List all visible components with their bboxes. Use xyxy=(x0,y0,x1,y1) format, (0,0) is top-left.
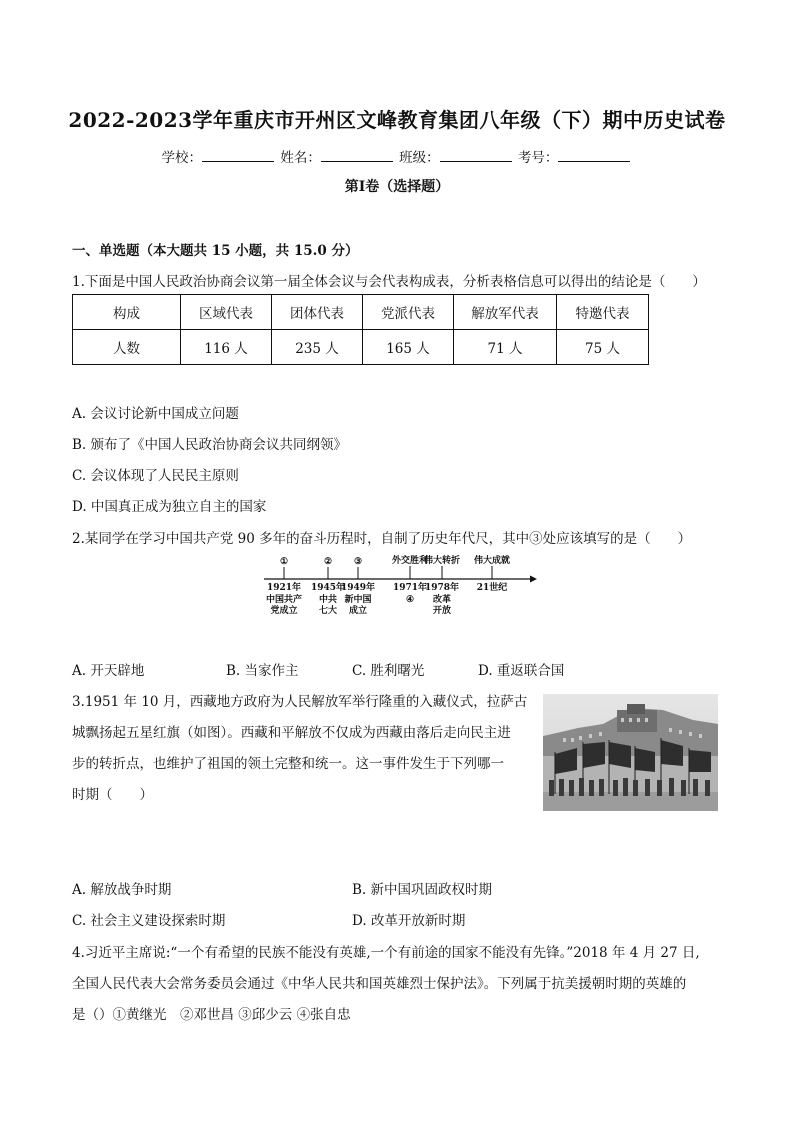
question-3-stem-line: 步的转折点，也维护了祖国的领土完整和统一。这一事件发生于下列哪一 xyxy=(72,756,504,772)
table-row xyxy=(73,330,649,365)
question-3-stem-line: 城飘扬起五星红旗（如图）。西藏和平解放不仅成为西藏由落后走向民主进 xyxy=(72,725,511,741)
school-blank[interactable] xyxy=(202,149,274,162)
student-info-line xyxy=(0,146,794,166)
timeline-event: 开放 xyxy=(432,606,452,616)
question-1-option-b[interactable]: B. 颁布了《中国人民政治协商会议共同纲领》 xyxy=(72,437,348,453)
exam-title: 2022-2023学年重庆市开州区文峰教育集团八年级（下）期中历史试卷 xyxy=(68,108,726,132)
question-1-option-d[interactable]: D. 中国真正成为独立自主的国家 xyxy=(72,499,267,515)
table-cell: 区域代表 xyxy=(181,295,272,330)
timeline-event: 中国共产 xyxy=(265,595,303,605)
timeline-year: 1945年 xyxy=(310,583,346,593)
timeline-year: 1978年 xyxy=(424,583,460,593)
class-label: 班级： xyxy=(399,150,440,166)
question-1-table xyxy=(72,294,649,365)
question-3-option-b[interactable]: B. 新中国巩固政权时期 xyxy=(352,882,493,898)
timeline-event: 改革 xyxy=(432,595,452,605)
table-cell: 人数 xyxy=(73,330,181,365)
question-4-stem-line: 是（）①黄继光 ②邓世昌 ③邱少云 ④张自忠 xyxy=(72,1007,351,1023)
question-3-stem-line: 时期（ ） xyxy=(72,787,153,803)
timeline-arrow xyxy=(530,576,537,583)
question-2-option-b[interactable]: B. 当家作主 xyxy=(226,663,299,679)
question-3-option-c[interactable]: C. 社会主义建设探索时期 xyxy=(72,913,226,929)
section-heading: 一、单选题（本大题共 15 小题，共 15.0 分） xyxy=(72,243,359,259)
table-cell: 团体代表 xyxy=(272,295,363,330)
question-2-option-a[interactable]: A. 开天辟地 xyxy=(72,663,145,679)
timeline-year: 21世纪 xyxy=(476,583,508,593)
school-label: 学校： xyxy=(161,150,203,166)
timeline-year: 1921年 xyxy=(266,583,302,593)
timeline-event: 党成立 xyxy=(270,606,298,616)
table-cell: 235 人 xyxy=(272,330,363,365)
table-cell: 75 人 xyxy=(557,330,649,365)
number-label: 考号： xyxy=(517,150,559,166)
question-3-option-a[interactable]: A. 解放战争时期 xyxy=(72,882,172,898)
class-blank[interactable] xyxy=(440,149,512,162)
question-1-stem: 1.下面是中国人民政治协商会议第一届全体会议与会代表构成表，分析表格信息可以得出的结论是（ ） xyxy=(72,274,706,290)
timeline-year: 1971年 xyxy=(392,583,428,593)
table-cell: 165 人 xyxy=(363,330,454,365)
timeline-top-label: ② xyxy=(323,557,333,567)
timeline-top-label: 伟大成就 xyxy=(473,556,511,566)
timeline-event: 成立 xyxy=(348,606,368,616)
question-1-option-a[interactable]: A. 会议讨论新中国成立问题 xyxy=(72,406,239,422)
timeline-year: 1949年 xyxy=(340,583,376,593)
table-cell: 71 人 xyxy=(454,330,557,365)
timeline-top-label: 伟大转折 xyxy=(423,556,461,566)
timeline-event: 七大 xyxy=(318,606,338,616)
lhasa-flag-photo xyxy=(543,694,718,811)
timeline-event: 中共 xyxy=(318,595,338,605)
question-4-stem-line: 4.习近平主席说:“一个有希望的民族不能没有英雄,一个有前途的国家不能没有先锋。”2018 年 4 月 27 日, xyxy=(72,945,700,961)
question-2-option-c[interactable]: C. 胜利曙光 xyxy=(352,663,425,679)
table-header-row xyxy=(73,295,649,330)
history-timeline xyxy=(262,552,537,622)
name-blank[interactable] xyxy=(321,149,393,162)
timeline-marks xyxy=(266,554,510,616)
timeline-top-label: 外交胜利 xyxy=(391,556,429,566)
timeline-event: ④ xyxy=(405,595,415,605)
question-3-option-d[interactable]: D. 改革开放新时期 xyxy=(352,913,466,929)
question-2-stem: 2.某同学在学习中国共产党 90 多年的奋斗历程时，自制了历史年代尺，其中③处应该填写的是（ ） xyxy=(72,531,692,547)
question-2-option-d[interactable]: D. 重返联合国 xyxy=(478,663,565,679)
timeline-top-label: ③ xyxy=(353,557,363,567)
number-blank[interactable] xyxy=(558,149,630,162)
timeline-top-label: ① xyxy=(279,557,289,567)
volume-heading: 第I卷（选择题） xyxy=(344,179,450,195)
table-cell: 构成 xyxy=(73,295,181,330)
question-1-option-c[interactable]: C. 会议体现了人民民主原则 xyxy=(72,468,239,484)
table-cell: 特邀代表 xyxy=(557,295,649,330)
name-label: 姓名： xyxy=(280,150,321,166)
timeline-event: 新中国 xyxy=(344,595,372,605)
question-3-stem-line: 3.1951 年 10 月，西藏地方政府为人民解放军举行隆重的入藏仪式，拉萨古 xyxy=(72,694,528,710)
table-cell: 党派代表 xyxy=(363,295,454,330)
table-cell: 116 人 xyxy=(181,330,272,365)
question-4-stem-line: 全国人民代表大会常务委员会通过《中华人民共和国英雄烈士保护法》。下列属于抗美援朝时期的英雄的 xyxy=(72,976,687,992)
table-cell: 解放军代表 xyxy=(454,295,557,330)
